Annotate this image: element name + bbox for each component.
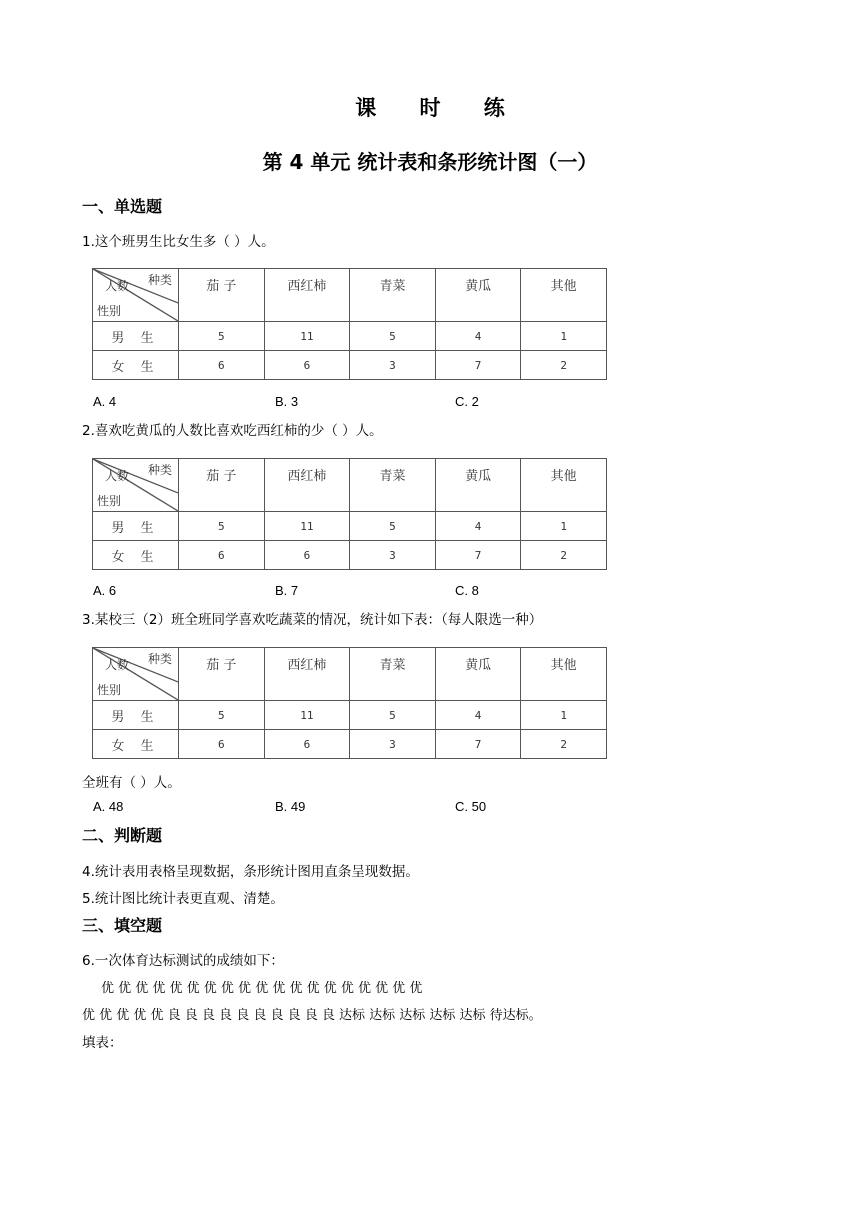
table-cell: 1 [521, 512, 607, 541]
table-cell: 7 [435, 730, 521, 759]
corner-label-gender: 性别 [97, 304, 122, 318]
table-cell: 3 [350, 541, 436, 570]
table-cell: 6 [264, 730, 350, 759]
table-cell: 5 [350, 322, 436, 351]
table-cell: 11 [264, 322, 350, 351]
column-header: 青菜 [350, 269, 436, 322]
question-3: 3.某校三（2）班全班同学喜欢吃蔬菜的情况，统计如下表：（每人限选一种） [82, 612, 543, 628]
table-corner-header [93, 459, 179, 512]
column-header: 黄瓜 [435, 269, 521, 322]
column-header: 茄 子 [179, 269, 265, 322]
table-cell: 2 [521, 351, 607, 380]
corner-label-type: 种类 [147, 463, 172, 477]
question-6: 6.一次体育达标测试的成绩如下： [82, 953, 284, 969]
grades-line-2: 优 优 优 优 优 良 良 良 良 良 良 良 良 良 良 达标 达标 达标 达标 达标 待达标。 [82, 1008, 542, 1023]
column-header: 西红柿 [264, 459, 350, 512]
table-cell: 11 [264, 512, 350, 541]
fill-table-label: 填表： [82, 1035, 123, 1051]
vegetable-table-2 [92, 458, 607, 570]
table-cell: 4 [435, 322, 521, 351]
column-header: 黄瓜 [435, 459, 521, 512]
grades-line-1: 优 优 优 优 优 优 优 优 优 优 优 优 优 优 优 优 优 优 优 [101, 981, 423, 996]
q1-option-b[interactable]: B. 3 [275, 394, 299, 409]
table-cell: 1 [521, 701, 607, 730]
table-cell: 5 [179, 701, 265, 730]
row-label: 女 生 [93, 541, 179, 570]
unit-subtitle: 第 4 单元 统计表和条形统计图（一） [262, 150, 598, 174]
table-cell: 6 [179, 541, 265, 570]
vegetable-table-3 [92, 647, 607, 759]
q3-option-a[interactable]: A. 48 [93, 799, 124, 814]
corner-label-count: 人数 [105, 658, 130, 672]
row-label: 女 生 [93, 730, 179, 759]
q2-option-a[interactable]: A. 6 [93, 583, 117, 598]
column-header: 青菜 [350, 459, 436, 512]
table-corner-header [93, 269, 179, 322]
table-cell: 3 [350, 351, 436, 380]
question-1: 1.这个班男生比女生多（ ）人。 [82, 234, 275, 250]
section-fill-blank: 三、填空题 [82, 916, 163, 935]
table-cell: 11 [264, 701, 350, 730]
corner-label-gender: 性别 [97, 683, 122, 697]
table-cell: 6 [179, 351, 265, 380]
table-cell: 4 [435, 512, 521, 541]
q1-option-c[interactable]: C. 2 [455, 394, 479, 409]
table-cell: 5 [350, 512, 436, 541]
table-cell: 2 [521, 541, 607, 570]
column-header: 其他 [521, 269, 607, 322]
table-cell: 7 [435, 351, 521, 380]
table-cell: 5 [350, 701, 436, 730]
column-header: 西红柿 [264, 269, 350, 322]
corner-label-type: 种类 [147, 273, 172, 287]
row-label: 男 生 [93, 701, 179, 730]
section-single-choice: 一、单选题 [82, 197, 163, 216]
corner-label-gender: 性别 [97, 494, 122, 508]
column-header: 青菜 [350, 648, 436, 701]
column-header: 茄 子 [179, 459, 265, 512]
column-header: 其他 [521, 459, 607, 512]
column-header: 黄瓜 [435, 648, 521, 701]
q1-option-a[interactable]: A. 4 [93, 394, 117, 409]
table-cell: 6 [179, 730, 265, 759]
table-cell: 7 [435, 541, 521, 570]
table-cell: 4 [435, 701, 521, 730]
question-2: 2.喜欢吃黄瓜的人数比喜欢吃西红柿的少（ ）人。 [82, 423, 383, 439]
row-label: 男 生 [93, 322, 179, 351]
column-header: 西红柿 [264, 648, 350, 701]
table-cell: 3 [350, 730, 436, 759]
column-header: 其他 [521, 648, 607, 701]
row-label: 女 生 [93, 351, 179, 380]
section-true-false: 二、判断题 [82, 826, 163, 845]
q2-option-c[interactable]: C. 8 [455, 583, 479, 598]
corner-label-type: 种类 [147, 652, 172, 666]
row-label: 男 生 [93, 512, 179, 541]
page-title: 课 时 练 [355, 96, 523, 120]
q3-option-c[interactable]: C. 50 [455, 799, 487, 814]
table-cell: 1 [521, 322, 607, 351]
table-corner-header [93, 648, 179, 701]
table-cell: 2 [521, 730, 607, 759]
q3-option-b[interactable]: B. 49 [275, 799, 306, 814]
q2-option-b[interactable]: B. 7 [275, 583, 299, 598]
table-cell: 5 [179, 512, 265, 541]
table-cell: 6 [264, 541, 350, 570]
question-4: 4.统计表用表格呈现数据，条形统计图用直条呈现数据。 [82, 864, 419, 880]
vegetable-table-1 [92, 268, 607, 380]
column-header: 茄 子 [179, 648, 265, 701]
corner-label-count: 人数 [105, 469, 130, 483]
question-5: 5.统计图比统计表更直观、清楚。 [82, 891, 284, 907]
question-3-prompt: 全班有（ ）人。 [82, 775, 181, 791]
table-cell: 6 [264, 351, 350, 380]
corner-label-count: 人数 [105, 279, 130, 293]
table-cell: 5 [179, 322, 265, 351]
